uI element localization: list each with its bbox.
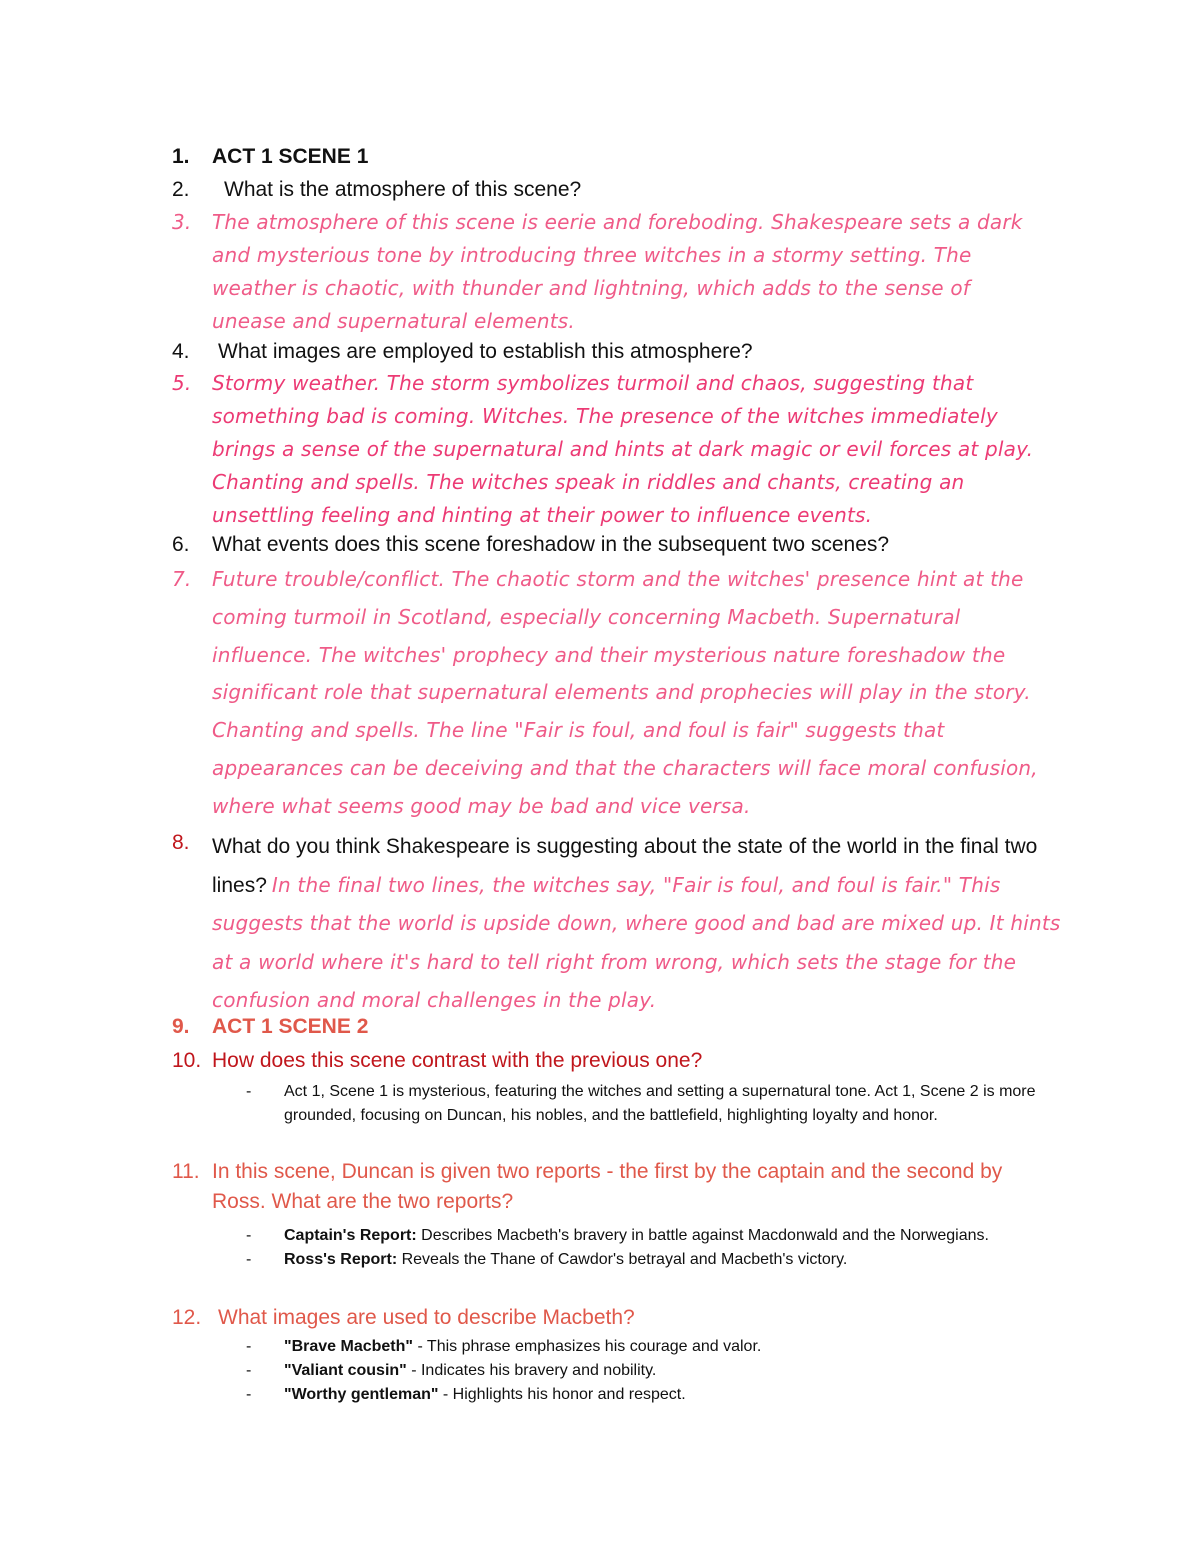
item-number: 1.	[172, 145, 190, 168]
bullet-dash: -	[246, 1227, 252, 1244]
item-text: What images are employed to establish this atmosphere?	[218, 340, 753, 363]
item-number: 9.	[172, 1015, 190, 1038]
item-answer: In the final two lines, the witches say, "Fair is foul, and foul is fair." This suggests that the world is upside down, where good and bad are mixed up. It hints at a world where it's hard to tell right from wrong, which sets the stage for the confusion and moral challenges in the play.	[212, 872, 1061, 1012]
bullet-text: - This phrase emphasizes his courage and valor.	[413, 1338, 762, 1355]
item-number: 7.	[172, 567, 192, 591]
bullet-label: Ross's Report:	[284, 1251, 398, 1268]
item-number: 12.	[172, 1306, 202, 1329]
bullet-dash: -	[246, 1083, 252, 1100]
item-text: What images are used to describe Macbeth?	[218, 1306, 635, 1329]
list-item	[240, 1383, 1070, 1407]
item-number: 2.	[172, 178, 190, 201]
bullet-list-contrast	[240, 1080, 1070, 1128]
bullet-text: Act 1, Scene 1 is mysterious, featuring the witches and setting a supernatural tone. Act 1, Scene 2 is more grounded, focusing on Duncan, his nobles, and the battlefield, highlighting loyalty and honor.	[284, 1083, 1036, 1124]
item-text: In this scene, Duncan is given two reports - the first by the captain and the second by Ross. What are the two reports?	[212, 1160, 1003, 1213]
item-text: ACT 1 SCENE 1	[212, 145, 369, 168]
item-text: What events does this scene foreshadow in the subsequent two scenes?	[212, 533, 890, 556]
item-number: 3.	[172, 210, 192, 234]
bullet-text: - Highlights his honor and respect.	[438, 1386, 686, 1403]
bullet-dash: -	[246, 1386, 252, 1403]
item-text: How does this scene contrast with the previous one?	[212, 1049, 703, 1072]
bullet-label: "Worthy gentleman"	[284, 1386, 439, 1403]
bullet-text: Describes Macbeth's bravery in battle against Macdonwald and the Norwegians.	[416, 1227, 989, 1244]
item-number: 5.	[172, 371, 192, 395]
item-text: What is the atmosphere of this scene?	[224, 178, 582, 201]
item-text: The atmosphere of this scene is eerie and foreboding. Shakespeare sets a dark and mysterious tone by introducing three witches in a stormy setting. The weather is chaotic, with thunder and lightning, which adds to the sense of unease and supernatural elements.	[212, 210, 1023, 333]
item-number: 6.	[172, 533, 190, 556]
item-number: 11.	[172, 1160, 200, 1183]
bullet-list-reports	[240, 1224, 1070, 1272]
item-text: ACT 1 SCENE 2	[212, 1015, 369, 1038]
item-number: 8.	[172, 831, 190, 854]
bullet-label: "Brave Macbeth"	[284, 1338, 413, 1355]
item-question: What do you think Shakespeare is suggesting about the state of the world in the final two lines?	[212, 835, 1038, 897]
list-item	[240, 1224, 1070, 1248]
bullet-label: "Valiant cousin"	[284, 1362, 407, 1379]
bullet-label: Captain's Report:	[284, 1227, 417, 1244]
bullet-dash: -	[246, 1362, 252, 1379]
bullet-list-macbeth-images	[240, 1335, 1070, 1407]
list-item	[240, 1080, 1070, 1128]
item-text: Stormy weather. The storm symbolizes turmoil and chaos, suggesting that something bad is coming. Witches. The presence of the witches immediately brings a sense of the supernatural and hints at dark magic or evil forces at play. Chanting and spells. The witches speak in riddles and chants, creating an unsettling feeling and hinting at their power to influence events.	[212, 371, 1034, 527]
list-item	[240, 1248, 1070, 1272]
item-number: 4.	[172, 340, 190, 363]
bullet-text: - Indicates his bravery and nobility.	[406, 1362, 657, 1379]
list-item	[240, 1335, 1070, 1359]
bullet-dash: -	[246, 1338, 252, 1355]
item-text: Future trouble/conflict. The chaotic storm and the witches' presence hint at the coming turmoil in Scotland, especially concerning Macbeth. Supernatural influence. The witches' prophecy and their mysterious nature foreshadow the significant role that supernatural elements and prophecies will play in the story. Chanting and spells. The line "Fair is foul, and foul is fair" suggests that appearances can be deceiving and that the characters will face moral confusion, where what seems good may be bad and vice versa.	[212, 567, 1038, 818]
bullet-text: Reveals the Thane of Cawdor's betrayal and Macbeth's victory.	[397, 1251, 848, 1268]
list-item	[240, 1359, 1070, 1383]
bullet-dash: -	[246, 1251, 252, 1268]
item-number: 10.	[172, 1049, 202, 1072]
